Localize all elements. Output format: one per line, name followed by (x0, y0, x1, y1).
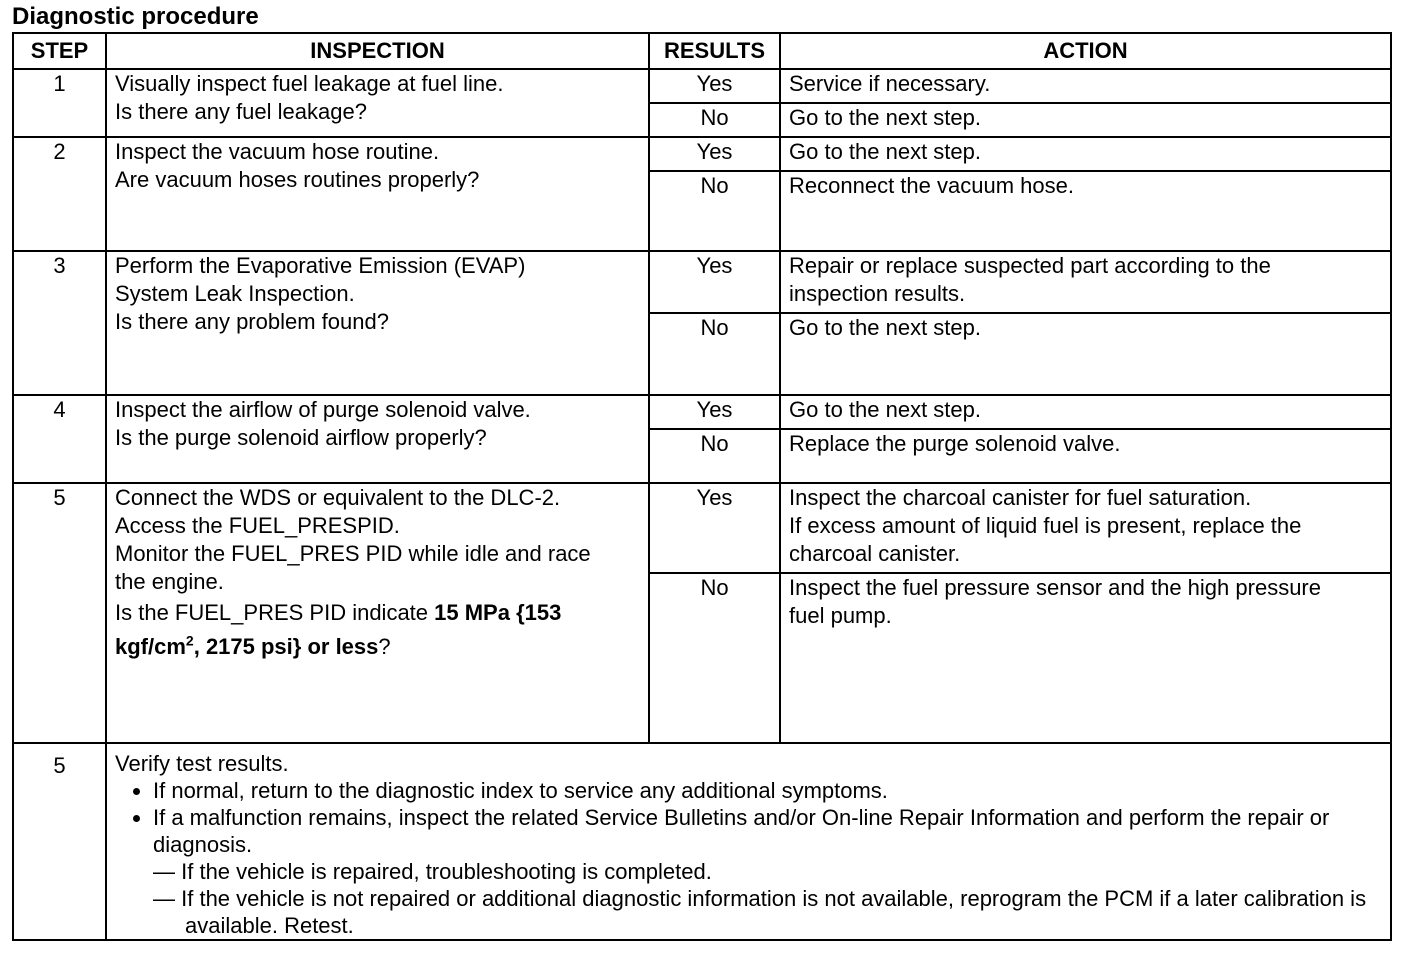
header-results: RESULTS (649, 33, 780, 69)
page-title: Diagnostic procedure (12, 3, 259, 30)
inspection-line: Are vacuum hoses routines properly? (115, 167, 480, 192)
result-no: No (649, 429, 780, 483)
result-yes: Yes (649, 69, 780, 103)
table-header-row (13, 33, 1391, 69)
step-number: 2 (13, 137, 106, 251)
inspection-line: Visually inspect fuel leakage at fuel line. (115, 71, 504, 96)
table-row (13, 69, 1391, 103)
table-row (13, 251, 1391, 313)
step-number: 5 (13, 483, 106, 743)
inspection-question (115, 596, 640, 664)
inspection-cell (106, 483, 649, 743)
question-suffix: ? (378, 634, 391, 659)
step-number: 5 (13, 743, 106, 940)
inspection-line: the engine. (115, 569, 224, 594)
list-item-text: If a malfunction remains, inspect the related Service Bulletins and/or On-line Repair Information and perform the repair or diagnosis. (153, 805, 1330, 857)
list-item: • If normal, return to the diagnostic index to service any additional symptoms. (153, 777, 1382, 804)
inspection-cell (106, 395, 649, 483)
verify-bullet-list (115, 777, 1382, 939)
result-yes: Yes (649, 395, 780, 429)
verify-dash-list (153, 858, 1382, 939)
table-row (13, 395, 1391, 429)
result-no: No (649, 573, 780, 743)
spec-unit (115, 634, 378, 659)
inspection-line: Inspect the vacuum hose routine. (115, 139, 440, 164)
inspection-line: Monitor the FUEL_PRES PID while idle and race (115, 541, 591, 566)
verify-cell (106, 743, 1391, 940)
action-yes: Go to the next step. (780, 395, 1391, 429)
inspection-line: System Leak Inspection. (115, 281, 355, 306)
action-line: If excess amount of liquid fuel is present, replace the (789, 513, 1302, 538)
inspection-line: Is there any fuel leakage? (115, 99, 367, 124)
action-yes (780, 251, 1391, 313)
header-action: ACTION (780, 33, 1391, 69)
spec-unit-text: kgf/cm (115, 634, 186, 659)
action-yes (780, 483, 1391, 573)
action-line: charcoal canister. (789, 541, 961, 566)
result-no: No (649, 171, 780, 251)
spec-value: 15 MPa {153 (434, 600, 562, 625)
header-inspection: INSPECTION (106, 33, 649, 69)
verify-lead: Verify test results. (115, 751, 289, 776)
spec-unit-rest: , 2175 psi} or less (193, 634, 379, 659)
table-row (13, 483, 1391, 573)
action-no: Reconnect the vacuum hose. (780, 171, 1391, 251)
question-text: Is the FUEL_PRES PID indicate (115, 600, 435, 625)
action-line: inspection results. (789, 281, 966, 306)
action-yes: Service if necessary. (780, 69, 1391, 103)
list-item: — If the vehicle is not repaired or additional diagnostic information is not available, reprogram the PCM if a later calibration is available. Retest. (153, 885, 1382, 939)
action-line: fuel pump. (789, 603, 892, 628)
result-no: No (649, 313, 780, 395)
superscript: 2 (185, 632, 194, 649)
table-row (13, 137, 1391, 171)
action-no (780, 573, 1391, 743)
action-yes: Go to the next step. (780, 137, 1391, 171)
inspection-line: Connect the WDS or equivalent to the DLC-2. (115, 485, 561, 510)
action-line: Inspect the charcoal canister for fuel saturation. (789, 485, 1252, 510)
step-number: 4 (13, 395, 106, 483)
table-row (13, 743, 1391, 940)
inspection-line: Is there any problem found? (115, 309, 389, 334)
inspection-line: Perform the Evaporative Emission (EVAP) (115, 253, 526, 278)
inspection-cell (106, 69, 649, 137)
inspection-cell (106, 137, 649, 251)
action-no: Go to the next step. (780, 313, 1391, 395)
list-item: — If the vehicle is repaired, troubleshooting is completed. (153, 858, 1382, 885)
header-step: STEP (13, 33, 106, 69)
inspection-line: Inspect the airflow of purge solenoid valve. (115, 397, 531, 422)
result-yes: Yes (649, 483, 780, 573)
action-no: Replace the purge solenoid valve. (780, 429, 1391, 483)
list-item (153, 804, 1382, 939)
step-number: 1 (13, 69, 106, 137)
inspection-line: Access the FUEL_PRESPID. (115, 513, 400, 538)
result-yes: Yes (649, 251, 780, 313)
action-line: Repair or replace suspected part according to the (789, 253, 1271, 278)
inspection-line: Is the purge solenoid airflow properly? (115, 425, 487, 450)
diagnostic-table (12, 32, 1392, 941)
inspection-cell (106, 251, 649, 395)
action-no: Go to the next step. (780, 103, 1391, 137)
action-line: Inspect the fuel pressure sensor and the high pressure (789, 575, 1321, 600)
result-no: No (649, 103, 780, 137)
step-number: 3 (13, 251, 106, 395)
result-yes: Yes (649, 137, 780, 171)
